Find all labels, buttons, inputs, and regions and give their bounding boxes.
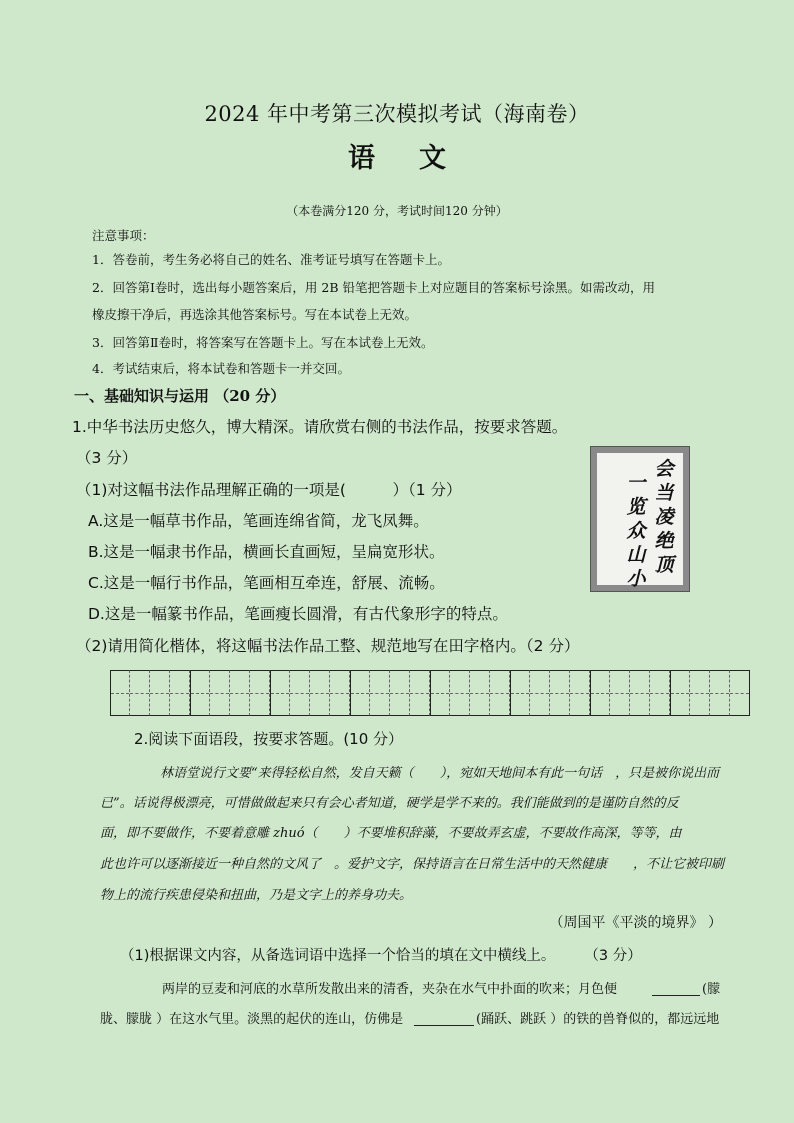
subject-char-2: 文	[419, 143, 446, 174]
passage-line: 面，即不要做作，不要着意雕 zhuó（ ）不要堆积辞藻，不要故弄玄虚，不要故作高深，等等，由	[100, 826, 682, 841]
grid-cell[interactable]	[630, 670, 650, 716]
calligraphy-column-2	[625, 471, 647, 591]
question-1-sub1: （1)对这幅书法作品理解正确的一项是( ）（1 分）	[76, 481, 462, 499]
exercise-line-1: 两岸的豆麦和河底的水草所发散出来的清香，夹杂在水气中扑面的吹来；月色便	[162, 982, 618, 997]
grid-cell[interactable]	[710, 670, 730, 716]
question-2-sub1: （1)根据课文内容，从备选词语中选择一个恰当的填在文中横线上。 （3 分）	[120, 948, 642, 964]
notice-item: 3．回答第Ⅱ卷时，将答案写在答题卡上。写在本试卷上无效。	[92, 335, 434, 350]
passage-line: 已”。话说得极漂亮，可惜做做起来只有会心者知道，硬学是学不来的。我们能做到的是谨防自然的反	[100, 796, 679, 811]
passage-line: 林语堂说行文要“来得轻松自然，发自天籁（ ），宛如天地间本有此一句话 ，只是被你说出而	[160, 766, 720, 781]
grid-cell[interactable]	[130, 670, 150, 716]
grid-cell[interactable]	[610, 670, 630, 716]
grid-cell[interactable]	[310, 670, 330, 716]
grid-cell[interactable]	[210, 670, 230, 716]
calligraphy-char: 一	[626, 472, 646, 494]
calligraphy-char: 会	[654, 458, 674, 480]
question-1-points: （3 分）	[76, 449, 138, 467]
grid-cell[interactable]	[530, 670, 550, 716]
option-c: C.这是一幅行书作品，笔画相互牵连，舒展、流畅。	[88, 574, 445, 592]
question-1-sub2: （2)请用简化楷体，将这幅书法作品工整、规范地写在田字格内。（2 分）	[76, 637, 580, 655]
calligraphy-char: 绝	[654, 530, 674, 552]
grid-cell[interactable]	[510, 670, 530, 716]
calligraphy-char: 山	[626, 544, 646, 566]
notice-item: 4．考试结束后，将本试卷和答题卡一并交回。	[92, 361, 350, 376]
passage-line: 物上的流行疾患侵染和扭曲，乃是文字上的养身功夫。	[100, 888, 413, 903]
question-1-stem: 1.中华书法历史悠久，博大精深。请欣赏右侧的书法作品，按要求答题。	[72, 418, 568, 436]
notice-item: 橡皮擦干净后，再选涂其他答案标号。写在本试卷上无效。	[92, 307, 418, 322]
grid-cell[interactable]	[410, 670, 430, 716]
grid-cell[interactable]	[690, 670, 710, 716]
notice-item: 2．回答第Ⅰ卷时，选出每小题答案后，用 2B 铅笔把答题卡上对应题目的答案标号涂黑。如需改动，用	[92, 280, 655, 295]
grid-cell[interactable]	[230, 670, 250, 716]
grid-cell[interactable]	[590, 670, 610, 716]
calligraphy-char: 当	[654, 482, 674, 504]
passage-source: （周国平《平淡的境界》 ）	[549, 915, 722, 931]
grid-cell[interactable]	[490, 670, 510, 716]
option-b: B.这是一幅隶书作品，横画长直画短，呈扁宽形状。	[88, 543, 445, 561]
question-2-stem: 2.阅读下面语段，按要求答题。(10 分）	[134, 730, 404, 748]
passage-line: 此也许可以逐渐接近一种自然的文风了 。爱护文字，保持语言在日常生活中的天然健康 ，不让它被印刷	[100, 857, 725, 872]
grid-cell[interactable]	[730, 670, 750, 716]
grid-cell[interactable]	[250, 670, 270, 716]
grid-cell[interactable]	[150, 670, 170, 716]
score-info: （本卷满分120 分，考试时间120 分钟）	[286, 204, 508, 218]
grid-cell[interactable]	[470, 670, 490, 716]
grid-cell[interactable]	[550, 670, 570, 716]
calligraphy-char: 小	[626, 568, 646, 590]
grid-cell[interactable]	[670, 670, 690, 716]
grid-cell[interactable]	[390, 670, 410, 716]
notice-item: 1．答卷前，考生务必将自己的姓名、准考证号填写在答题卡上。	[92, 252, 450, 267]
grid-cell[interactable]	[370, 670, 390, 716]
grid-cell[interactable]	[570, 670, 590, 716]
grid-cell[interactable]	[170, 670, 190, 716]
exam-title: 2024 年中考第三次模拟考试（海南卷）	[204, 102, 590, 126]
calligraphy-image	[590, 446, 690, 592]
answer-blank[interactable]	[414, 1011, 474, 1030]
calligraphy-char: 众	[626, 520, 646, 542]
subject-title	[0, 136, 794, 175]
calligraphy-char: 顶	[654, 554, 674, 576]
grid-cell[interactable]	[650, 670, 670, 716]
section-heading: 一、基础知识与运用 （20 分）	[74, 387, 286, 405]
grid-cell[interactable]	[430, 670, 450, 716]
calligraphy-char: 览	[626, 496, 646, 518]
tianzi-grid[interactable]	[110, 670, 750, 718]
grid-cell[interactable]	[330, 670, 350, 716]
grid-cell[interactable]	[110, 670, 130, 716]
notice-heading: 注意事项：	[92, 228, 155, 243]
answer-blank[interactable]	[652, 981, 700, 1000]
grid-cell[interactable]	[270, 670, 290, 716]
option-d: D.这是一幅篆书作品，笔画瘦长圆滑，有古代象形字的特点。	[88, 605, 508, 623]
grid-cell[interactable]	[190, 670, 210, 716]
exercise-line-2: 胧、朦胧 ）在这水气里。淡黑的起伏的连山，仿佛是	[100, 1012, 404, 1027]
grid-cell[interactable]	[290, 670, 310, 716]
grid-cell[interactable]	[450, 670, 470, 716]
grid-cell[interactable]	[350, 670, 370, 716]
calligraphy-column-1	[653, 457, 675, 577]
subject-char-1: 语	[348, 143, 375, 174]
exercise-line-2-tail: (踊跃、跳跃 ）的铁的兽脊似的，都远远地	[476, 1012, 720, 1027]
exercise-line-1-tail: (朦	[702, 982, 721, 997]
option-a: A.这是一幅草书作品，笔画连绵省简，龙飞凤舞。	[88, 512, 429, 530]
calligraphy-char: 凌	[654, 506, 674, 528]
